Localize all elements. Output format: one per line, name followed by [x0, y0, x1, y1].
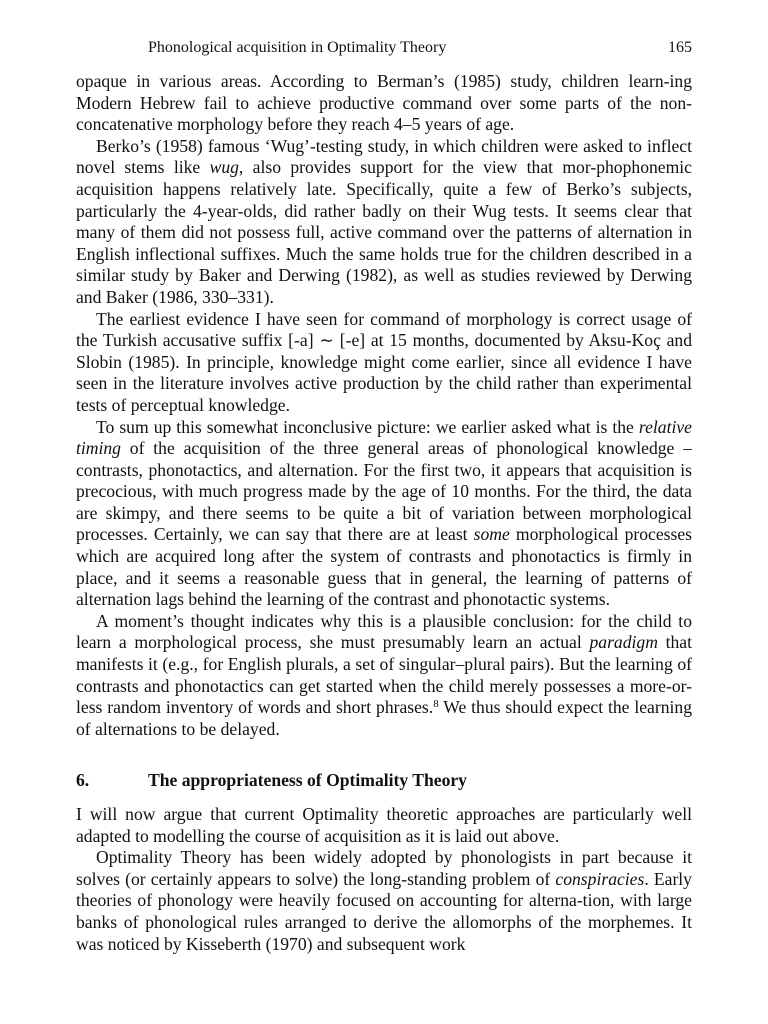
paragraph — [76, 136, 692, 309]
paragraph — [76, 611, 692, 741]
text-run: that manifests it (e.g., for English plurals, a set of singular–plural pairs). But the learning of contrasts and phonotactics can get started when the child merely possesses a more-or-less random inventory of words and short phrases. — [76, 632, 693, 718]
text-run: of the acquisition of the three general areas of phonological knowledge – contrasts, phonotactics, and alternation. For the first two, it appears that acquisition is precocious, with much progress made by the age of 10 months. For the third, the data are skimpy, and there seems to be quite a bit of variation between morphological processes. Certainly, we can say that there are at least — [76, 438, 692, 545]
text-run: Berko’s (1958) famous ‘Wug’-testing study, in which children were asked to inflect novel stems like — [76, 135, 692, 178]
running-title: Phonological acquisition in Optimality Theory — [148, 39, 447, 56]
section-title: The appropriateness of Optimality Theory — [148, 770, 467, 791]
italic-text: some — [473, 524, 510, 545]
footnote-marker: 8 — [433, 698, 439, 711]
paragraph-group-after — [76, 804, 692, 955]
paragraph-group-before — [76, 71, 692, 740]
text-run: I will now argue that current Optimality theoretic approaches are particularly well adapted to modelling the course of acquisition as it is laid out above. — [76, 804, 692, 846]
text-run: Optimality Theory has been widely adopted by phonologists in part because it solves (or certainly appears to solve) the long-standing problem of — [76, 847, 692, 889]
text-run: To sum up this somewhat inconclusive picture: we earlier asked what is the — [96, 416, 639, 437]
paragraph — [76, 804, 692, 847]
paragraph — [76, 417, 692, 611]
italic-text: wug — [209, 157, 239, 178]
italic-text: relative timing — [76, 416, 692, 459]
section-heading — [76, 770, 692, 792]
text-run: A moment’s thought indicates why this is a plausible conclusion: for the child to learn a morphological process, she must presumably learn an actual — [76, 610, 692, 653]
paragraph — [76, 309, 692, 417]
text-run: , also provides support for the view that mor-phophonemic acquisition happens relatively late. Specifically, quite a few of Berko’s subjects, particularly the 4-year-olds, did rather badly on their Wug tests. It seems clear that many of them did not possess full, active command over the patterns of alternation in English inflectional suffixes. Much the same holds true for the children described in a similar study by Baker and Derwing (1982), as well as studies reviewed by Derwing and Baker (1986, 330–331). — [76, 157, 692, 307]
text-run: opaque in various areas. According to Berman’s (1985) study, children learn-ing Modern Hebrew fail to achieve productive command over some parts of the non-concatenative morphology before they reach 4–5 years of age. — [76, 71, 692, 135]
paragraph — [76, 847, 692, 955]
running-header — [148, 38, 692, 58]
section-number: 6. — [76, 770, 90, 791]
text-run: The earliest evidence I have seen for command of morphology is correct usage of the Turkish accusative suffix [-a] ∼ [-e] at 15 months, documented by Aksu-Koç and Slobin (1985). In principle, knowledge might come earlier, since all evidence I have seen in the literature involves active production by the child rather than experimental tests of perceptual knowledge. — [76, 308, 692, 415]
italic-text: paradigm — [589, 632, 658, 653]
page-number: 165 — [668, 39, 692, 56]
italic-text: conspiracies — [555, 868, 645, 889]
body-text — [76, 71, 692, 955]
text-run: morphological processes which are acquired long after the system of contrasts and phonotactics is firmly in place, and it seems a reasonable guess that in general, the learning of patterns of alternation lags behind the learning of the contrast and phonotactic systems. — [76, 524, 692, 610]
text-run: . Early theories of phonology were heavily focused on accounting for alterna-tion, with large banks of phonological rules arranged to derive the allomorphs of the morphemes. It was noticed by Kisseberth (1970) and subsequent work — [76, 868, 692, 954]
paragraph — [76, 71, 692, 136]
text-run: We thus should expect the learning of alternations to be delayed. — [76, 697, 692, 739]
